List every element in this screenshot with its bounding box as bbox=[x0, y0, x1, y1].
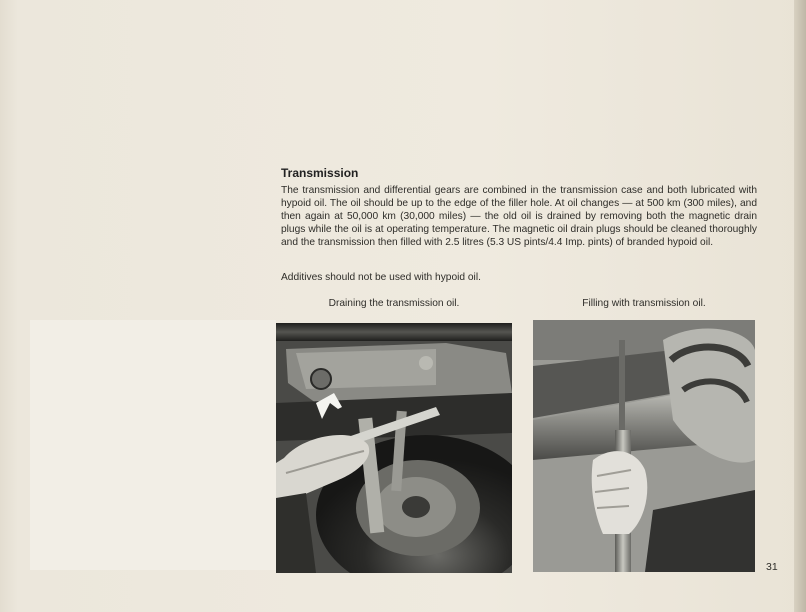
body-paragraph-2: Additives should not be used with hypoid oil. bbox=[281, 272, 481, 283]
page-binding-edge bbox=[794, 0, 806, 612]
photo-draining-transmission-oil bbox=[276, 323, 512, 573]
faded-offset-area bbox=[30, 320, 276, 570]
body-paragraph-1: The transmission and differential gears are combined in the transmission case and both lubricated with hypoid oil. The oil should be up to the edge of the filler hole. At oil changes — at 500 km (300 miles), and then again at 50,000 km (30,000 miles) — the old oil is drained by removing both the magnetic drain plugs while the oil is at operating temperature. The magnetic oil drain plugs should be cleaned thoroughly and the transmission then filled with 2.5 litres (5.3 US pints/4.4 Imp. pints) of branded hypoid oil. bbox=[281, 185, 757, 249]
photo-draining-illustration bbox=[276, 323, 512, 573]
photo-filling-illustration bbox=[533, 320, 755, 572]
page-number: 31 bbox=[766, 561, 778, 573]
figure-caption-filling: Filling with transmission oil. bbox=[582, 298, 706, 309]
figure-caption-draining: Draining the transmission oil. bbox=[328, 298, 460, 309]
section-title: Transmission bbox=[281, 166, 359, 180]
photo-filling-transmission-oil bbox=[533, 320, 755, 572]
